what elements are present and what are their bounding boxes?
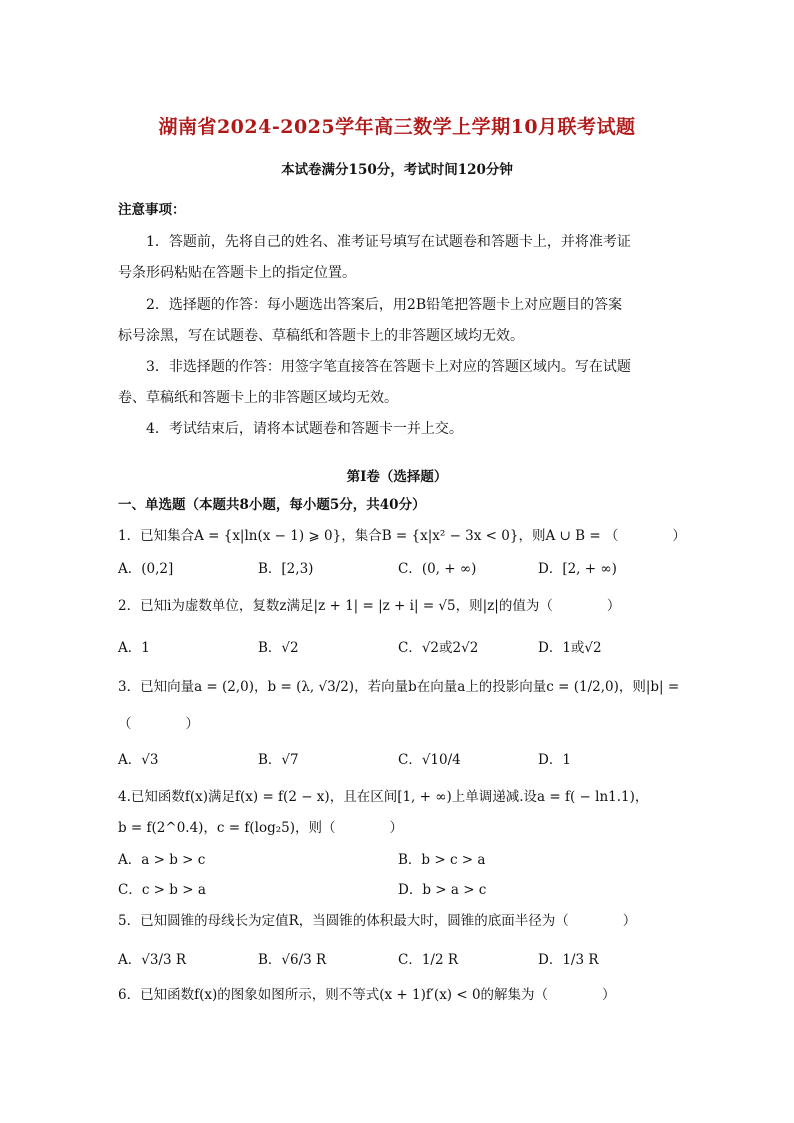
note-line: 4．考试结束后，请将本试题卷和答题卡一并上交。 bbox=[146, 421, 463, 437]
question-2-option-a: A．1 bbox=[118, 640, 150, 656]
question-3-option-b: B．√7 bbox=[258, 752, 299, 768]
question-2-option-b: B．√2 bbox=[258, 640, 299, 656]
question-4-stem: 4.已知函数f(x)满足f(x) = f(2 − x)，且在区间[1, + ∞)上单调递减.设a = f( − ln1.1)， bbox=[118, 789, 649, 805]
section-heading: 一、单选题（本题共8小题，每小题5分，共40分） bbox=[118, 497, 426, 513]
question-5-option-a: A．√3/3 R bbox=[118, 952, 187, 968]
question-1-option-b: B．[2,3) bbox=[258, 561, 314, 577]
question-1-stem: 1．已知集合A = {x|ln(x − 1) ⩾ 0}，集合B = {x|x² − 3x < 0}，则A ∪ B = （ ） bbox=[118, 528, 686, 544]
notes-heading: 注意事项： bbox=[118, 202, 186, 218]
question-2-option-c: C．√2或2√2 bbox=[398, 640, 479, 656]
question-1-option-a: A．(0,2] bbox=[118, 561, 174, 577]
note-line: 卷、草稿纸和答题卡上的非答题区域均无效。 bbox=[118, 390, 398, 406]
question-3-option-d: D．1 bbox=[538, 752, 571, 768]
note-line: 2．选择题的作答：每小题选出答案后，用2B铅笔把答题卡上对应题目的答案 bbox=[146, 297, 623, 313]
question-5-stem: 5．已知圆锥的母线长为定值R，当圆锥的体积最大时，圆锥的底面半径为（ ） bbox=[118, 913, 637, 929]
note-line: 1．答题前，先将自己的姓名、准考证号填写在试题卷和答题卡上，并将准考证 bbox=[146, 234, 631, 250]
question-5-option-d: D．1/3 R bbox=[538, 952, 599, 968]
question-3-stem-cont: （ ） bbox=[118, 716, 199, 732]
exam-title: 湖南省2024-2025学年高三数学上学期10月联考试题 bbox=[158, 116, 636, 138]
question-6-stem: 6．已知函数f(x)的图象如图所示，则不等式(x + 1)f′(x) < 0的解集为（ ） bbox=[118, 987, 616, 1003]
question-1-option-d: D．[2, + ∞) bbox=[538, 561, 617, 577]
question-4-option-d: D．b > a > c bbox=[398, 882, 487, 898]
question-3-stem: 3．已知向量a = (2,0)，b = (λ, √3/2)，若向量b在向量a上的投影向量c = (1/2,0)，则|b| = bbox=[118, 679, 680, 695]
question-4-option-c: C．c > b > a bbox=[118, 882, 206, 898]
part-heading: 第Ⅰ卷（选择题） bbox=[346, 469, 448, 485]
question-2-option-d: D．1或√2 bbox=[538, 640, 602, 656]
question-1-option-c: C．(0, + ∞) bbox=[398, 561, 477, 577]
question-5-option-c: C．1/2 R bbox=[398, 952, 459, 968]
question-2-stem: 2．已知i为虚数单位，复数z满足|z + 1| = |z + i| = √5，则|z|的值为（ ） bbox=[118, 598, 621, 614]
question-3-option-c: C．√10/4 bbox=[398, 752, 461, 768]
question-4-option-a: A．a > b > c bbox=[118, 852, 206, 868]
question-3-option-a: A．√3 bbox=[118, 752, 159, 768]
question-5-option-b: B．√6/3 R bbox=[258, 952, 327, 968]
note-line: 3．非选择题的作答：用签字笔直接答在答题卡上对应的答题区域内。写在试题 bbox=[146, 359, 631, 375]
exam-subtitle: 本试卷满分150分，考试时间120分钟 bbox=[281, 162, 513, 178]
note-line: 标号涂黑，写在试题卷、草稿纸和答题卡上的非答题区域均无效。 bbox=[118, 328, 524, 344]
question-4-stem-cont: b = f(2^0.4)，c = f(log₂5)，则（ ） bbox=[118, 820, 404, 836]
question-4-option-b: B．b > c > a bbox=[398, 852, 486, 868]
note-line: 号条形码粘贴在答题卡上的指定位置。 bbox=[118, 265, 356, 281]
